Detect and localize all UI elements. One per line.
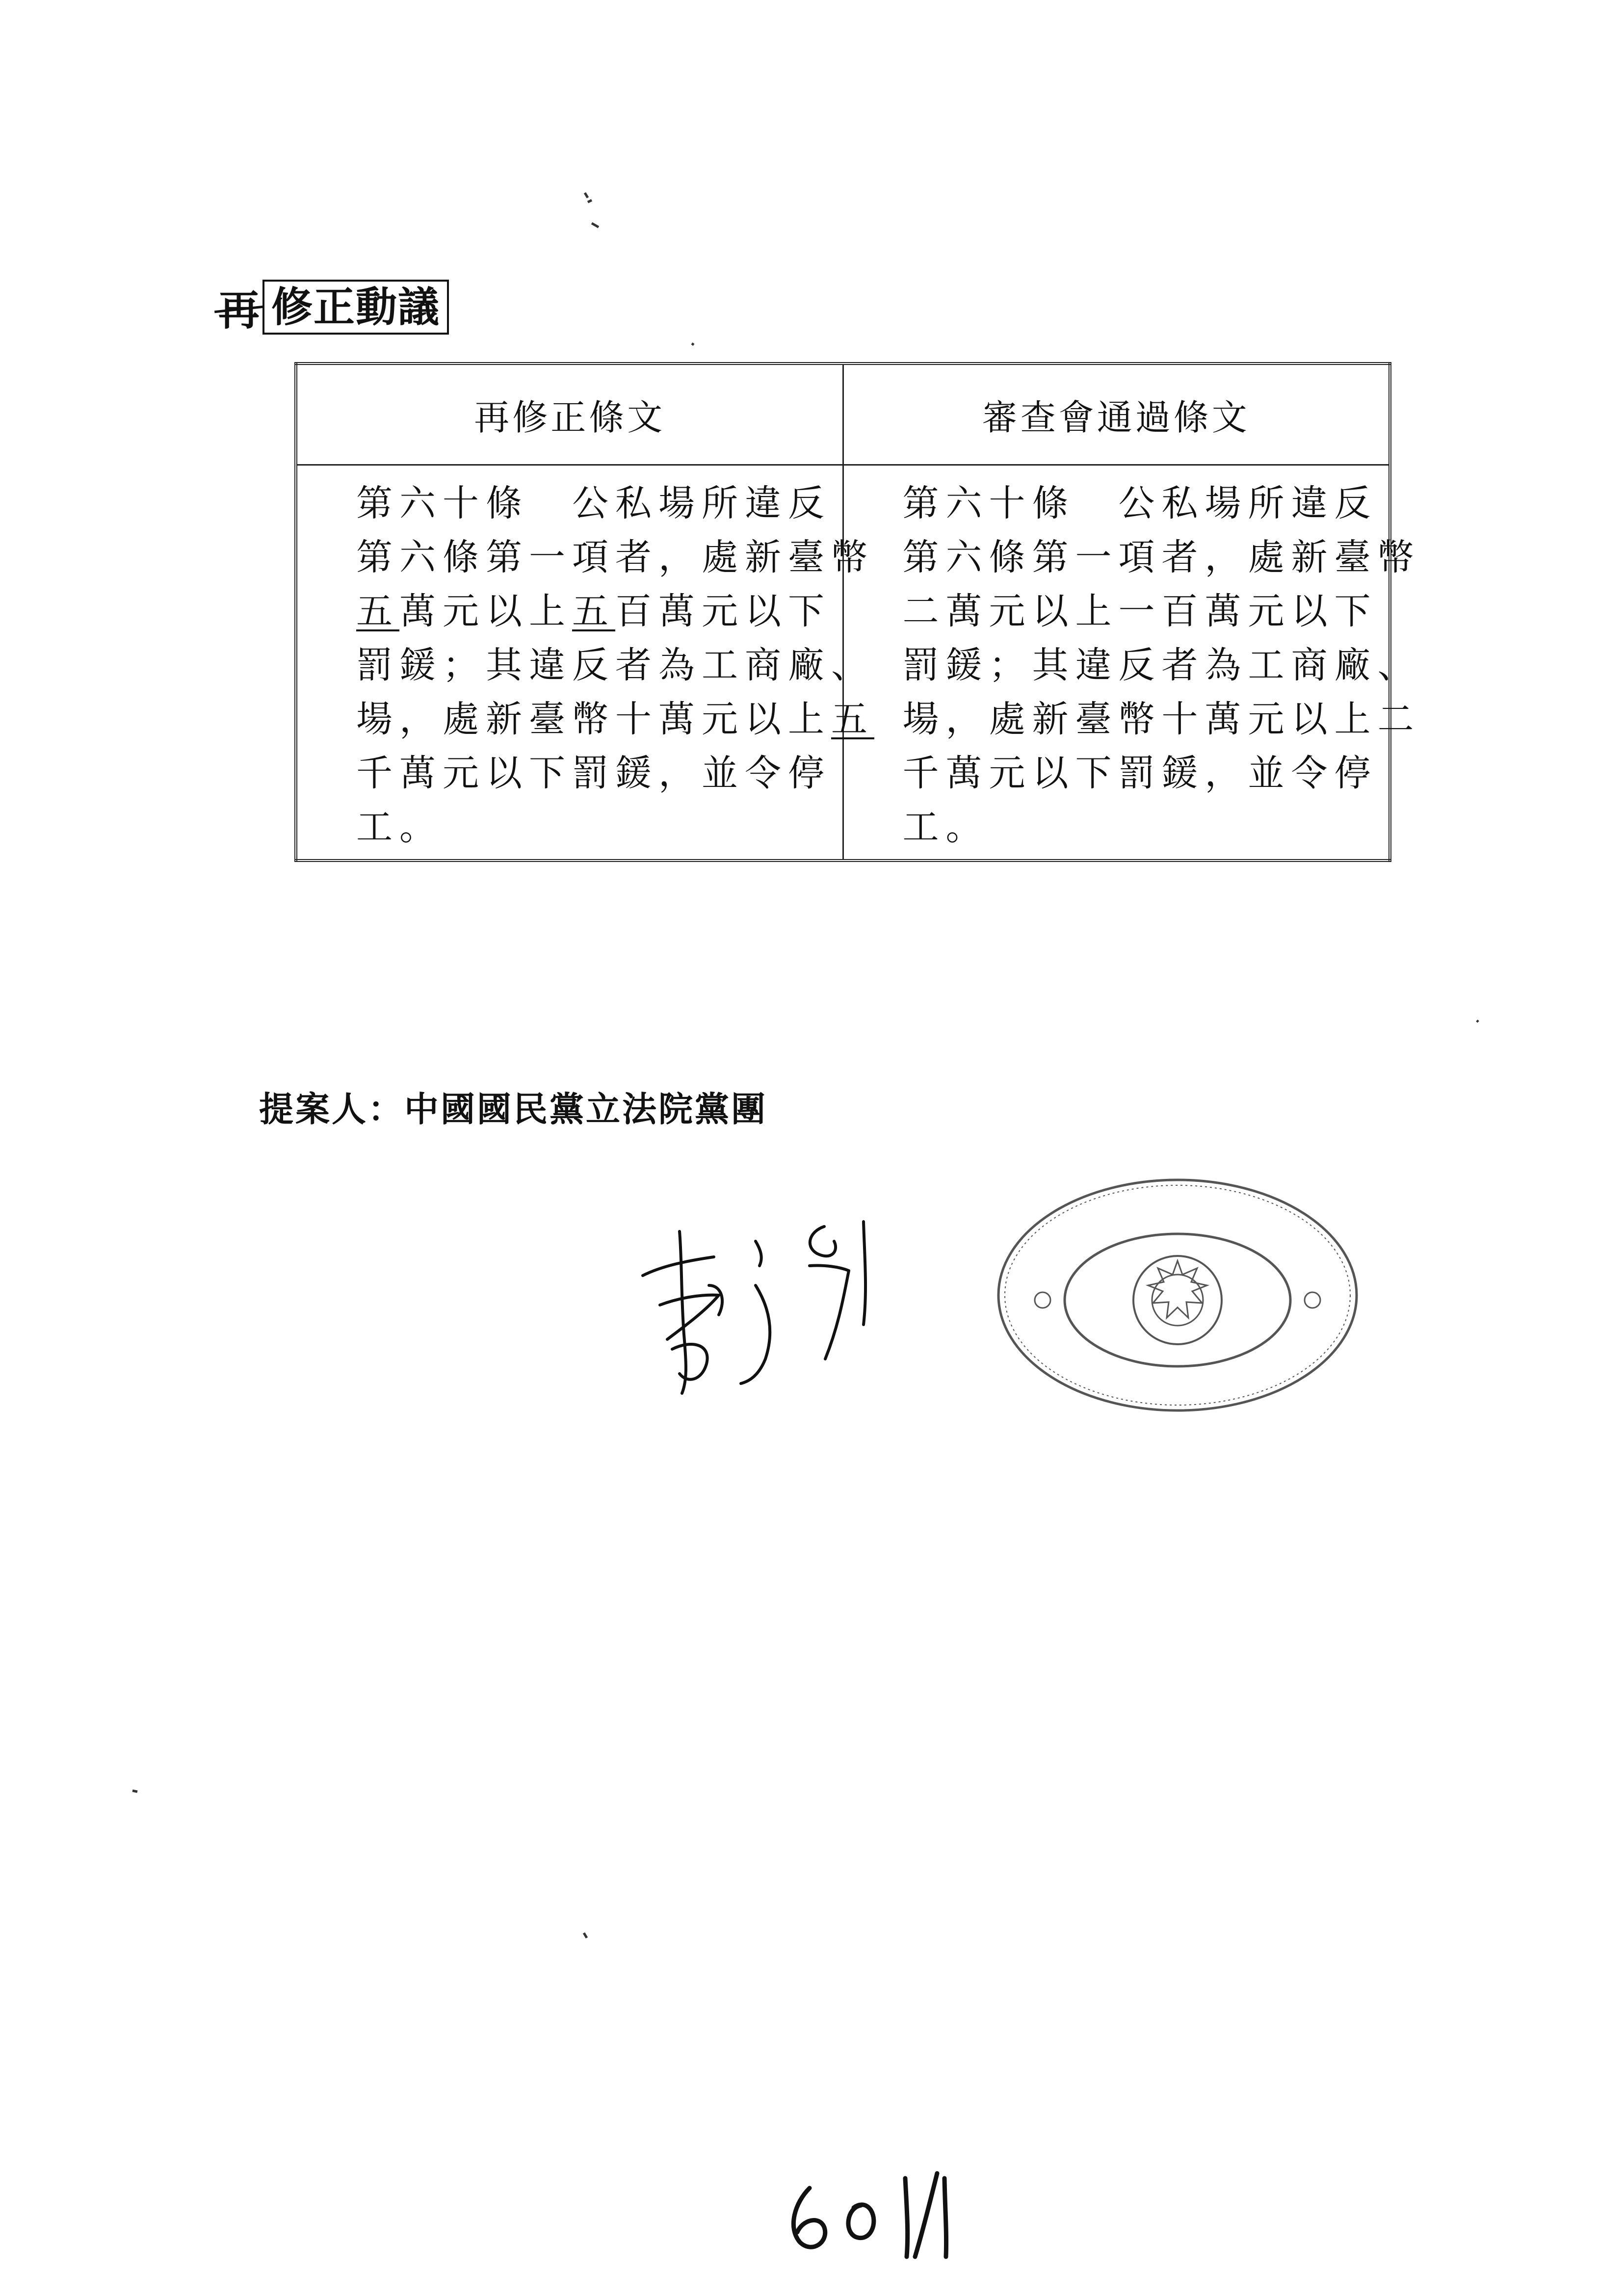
revised-article-line [356,638,874,692]
text-segment: 第六十條 公私場所違反 [902,482,1378,524]
committee-article-line [902,476,1378,530]
title-text: 修正動議 [262,280,449,335]
handwritten-signature [633,1212,898,1418]
text-segment: 萬元以上 [399,590,572,632]
text-segment: 罰鍰；其違反者為工商廠、 [902,644,1421,686]
text-segment: 第六十條 公私場所違反 [356,482,831,524]
committee-article-line [902,692,1421,746]
revised-article-line [356,746,831,800]
revised-article-line [356,800,828,854]
committee-article-line [902,746,1378,800]
text-segment: 第六條第一項者，處新臺幣 [356,536,874,578]
underlined-amendment: 五 [572,590,615,632]
underlined-amendment: 五 [356,590,399,632]
committee-article-text [843,465,1421,861]
revised-article-line [356,584,831,638]
committee-article-line [903,800,1374,854]
motion-title [218,280,449,335]
revised-article-line [356,692,874,746]
revised-article-text [296,465,874,861]
text-segment: 工。 [902,806,989,848]
proposer-line: 提案人：中國國民黨立法院黨團 [259,1089,767,1129]
text-segment: 千萬元以下罰鍰，並令停 [902,752,1378,794]
text-segment: 第六條第一項者，處新臺幣 [902,536,1421,578]
committee-article-line [902,530,1421,584]
revised-article-line [356,530,874,584]
text-segment: 場，處新臺幣十萬元以上 [356,698,831,740]
title-prefix-struck: 再 [218,278,261,337]
table-header-row [296,364,1390,465]
text-segment: 場，處新臺幣十萬元以上二 [902,698,1421,740]
committee-article-line [902,638,1421,692]
committee-article-line [902,584,1378,638]
table-body-row [296,465,1390,861]
party-seal [991,1168,1364,1423]
text-segment: 工。 [356,806,443,848]
text-segment: 百萬元以下 [615,590,831,632]
text-segment: 二萬元以上一百萬元以下 [902,590,1378,632]
revised-article-line [356,476,831,530]
header-revised-article: 再修正條文 [296,364,843,465]
text-segment: 千萬元以下罰鍰，並令停 [356,752,831,794]
header-committee-article: 審查會通過條文 [843,364,1390,465]
comparison-table [294,362,1421,862]
handwritten-page-mark [775,2159,981,2262]
text-segment: 罰鍰；其違反者為工商廠、 [356,644,874,686]
underlined-amendment: 五 [831,698,874,740]
